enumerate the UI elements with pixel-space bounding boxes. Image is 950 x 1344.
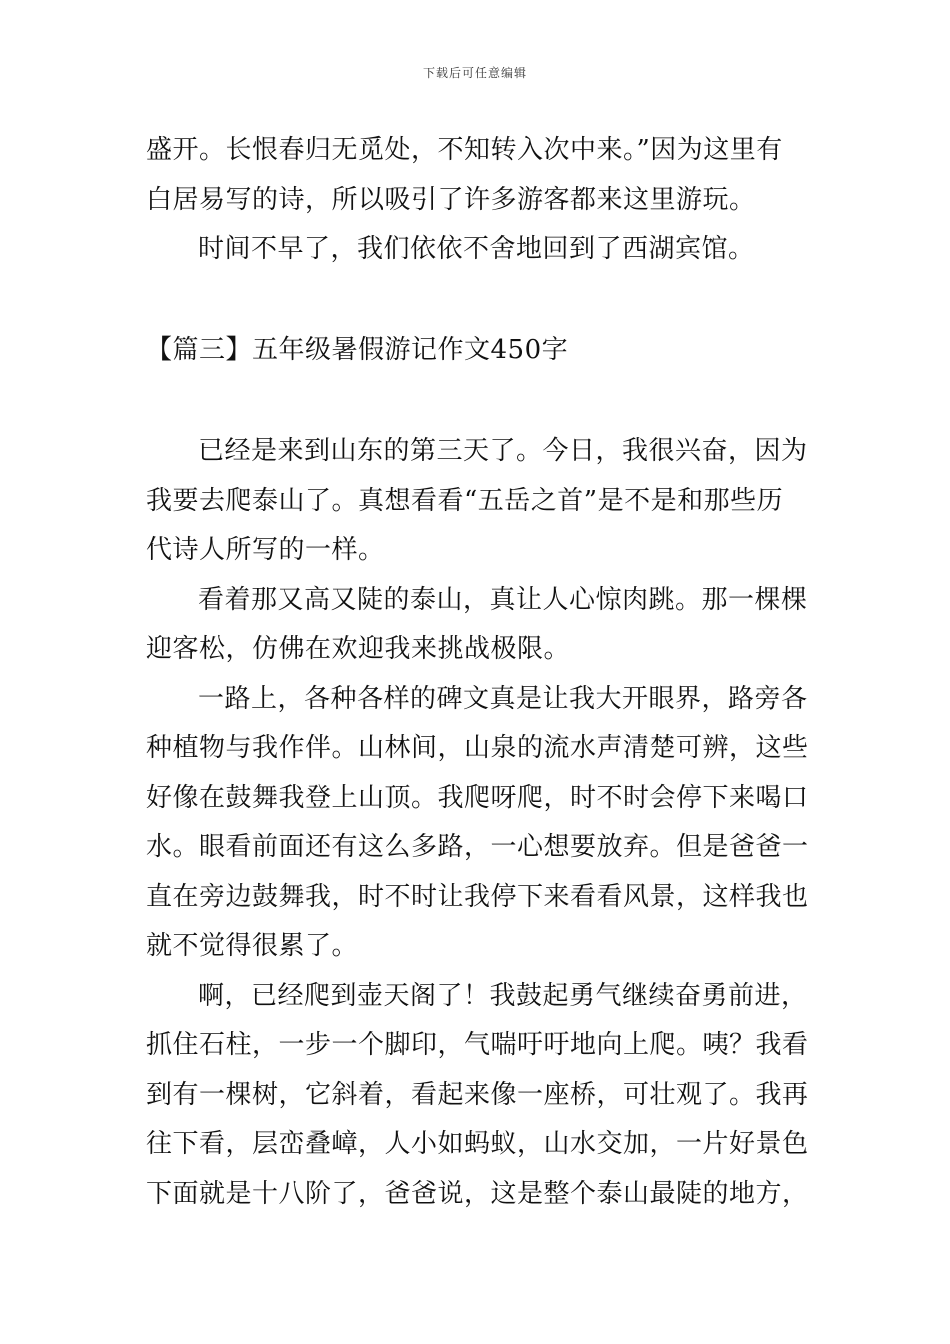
text-line: 抓住石柱，一步一个脚印，气喘吁吁地向上爬。咦？我看 — [146, 1030, 809, 1060]
text-line: 种植物与我作伴。山林间，山泉的流水声清楚可辨，这些 — [146, 733, 809, 763]
paragraph-2 — [146, 576, 812, 675]
text-line: 迎客松，仿佛在欢迎我来挑战极限。 — [146, 634, 571, 664]
text-line: 啊，已经爬到壶天阁了！我鼓起勇气继续奋勇前进， — [198, 980, 808, 1011]
text-line: 往下看，层峦叠嶂，人小如蚂蚁，山水交加，一片好景色 — [146, 1129, 809, 1159]
document-body — [146, 126, 812, 1219]
paragraph-3 — [146, 675, 812, 972]
text-line: 白居易写的诗，所以吸引了许多游客都来这里游玩。 — [146, 184, 756, 215]
text-line: 一路上，各种各样的碑文真是让我大开眼界，路旁各 — [198, 683, 808, 714]
text-line: 我要去爬泰山了。真想看看“五岳之首”是不是和那些历 — [146, 485, 784, 516]
paragraph-1 — [146, 427, 812, 576]
section-heading: 【篇三】五年级暑假游记作文450字 — [146, 334, 569, 365]
text-line: 直在旁边鼓舞我，时不时让我停下来看看风景，这样我也 — [146, 881, 809, 912]
text-line: 就不觉得很累了。 — [146, 931, 359, 961]
text-line: 水。眼看前面还有这么多路，一心想要放弃。但是爸爸一 — [146, 832, 809, 862]
text-line: 到有一棵树，它斜着，看起来像一座桥，可壮观了。我再 — [146, 1079, 809, 1110]
text-line: 代诗人所写的一样。 — [146, 535, 385, 565]
text-line: 下面就是十八阶了，爸爸说，这是整个泰山最陡的地方， — [146, 1178, 809, 1209]
text-line: 已经是来到山东的第三天了。今日，我很兴奋，因为 — [198, 436, 808, 466]
closing-line: 时间不早了，我们依依不舍地回到了西湖宾馆。 — [198, 234, 755, 264]
page-header: 下载后可任意编辑 — [422, 66, 527, 80]
text-line: 盛开。长恨春归无觅处，不知转入次中来。”因为这里有 — [146, 135, 783, 165]
article-body — [146, 427, 812, 1219]
paragraph-4 — [146, 972, 812, 1220]
section-continuation — [146, 126, 812, 275]
text-line: 好像在鼓舞我登上山顶。我爬呀爬，时不时会停下来喝口 — [146, 782, 809, 813]
text-line: 看着那又高又陡的泰山，真让人心惊肉跳。那一棵棵 — [198, 584, 808, 615]
